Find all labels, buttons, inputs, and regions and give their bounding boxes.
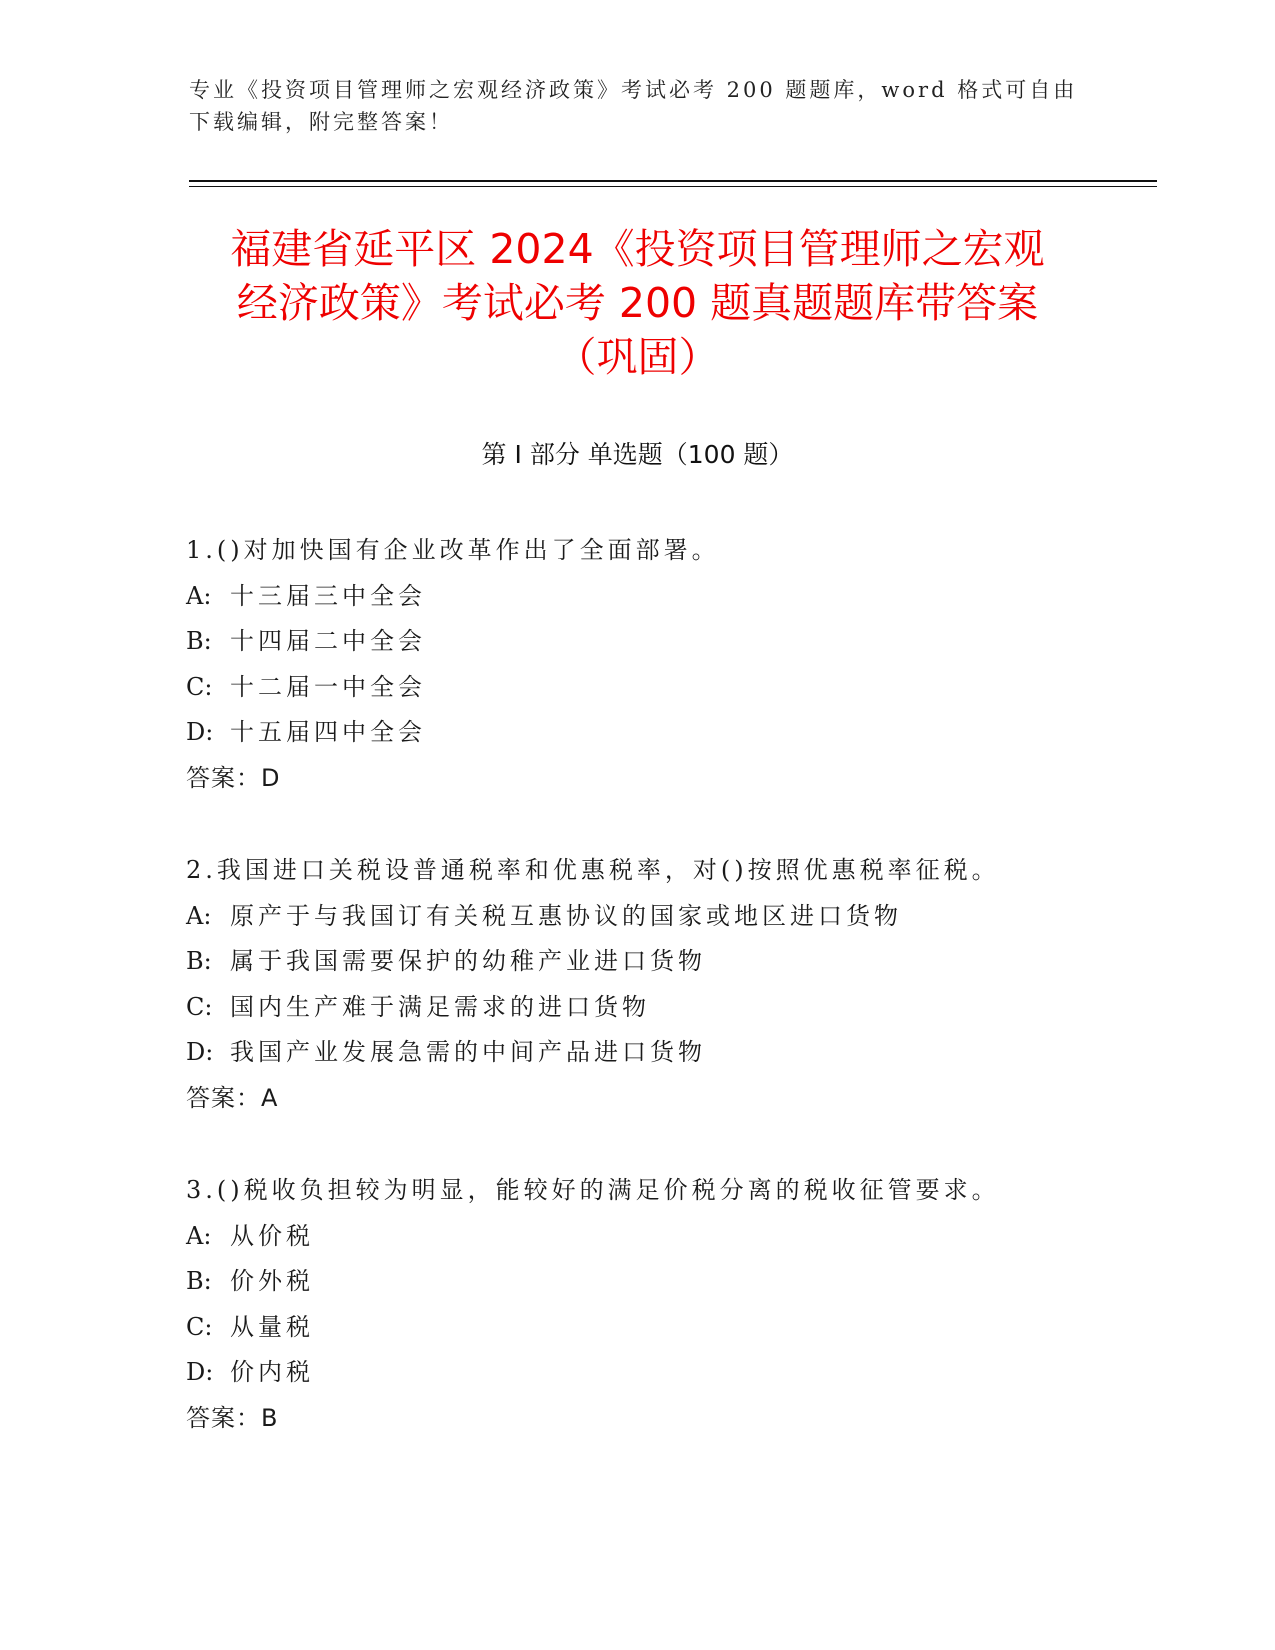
title-line-1: 福建省延平区 2024《投资项目管理师之宏观 — [230, 225, 1045, 273]
option-text: 十四届二中全会 — [230, 627, 426, 655]
option-c — [186, 985, 1186, 1031]
option-b — [186, 939, 1186, 985]
option-d — [186, 1350, 1186, 1396]
option-letter: A: — [186, 1221, 212, 1250]
question-block — [186, 848, 1186, 1121]
option-letter: A: — [186, 901, 212, 930]
option-text: 从量税 — [230, 1312, 314, 1341]
question-block — [186, 1168, 1186, 1441]
answer-line: 答案：D — [186, 763, 281, 792]
option-a — [186, 894, 1186, 940]
option-letter: B: — [186, 627, 212, 655]
option-letter: C: — [186, 992, 213, 1021]
option-text: 原产于与我国订有关税互惠协议的国家或地区进口货物 — [230, 901, 902, 930]
option-letter: B: — [186, 947, 212, 975]
option-text: 属于我国需要保护的幼稚产业进口货物 — [230, 947, 706, 975]
option-d — [186, 1030, 1186, 1076]
question-stem: 3.()税收负担较为明显，能较好的满足价税分离的税收征管要求。 — [186, 1176, 1000, 1204]
option-d — [186, 710, 1186, 756]
option-letter: D: — [186, 718, 214, 746]
title-line-3: （巩固） — [555, 333, 720, 381]
option-text: 价外税 — [230, 1267, 314, 1295]
option-text: 十二届一中全会 — [230, 672, 426, 701]
option-text: 价内税 — [230, 1358, 314, 1386]
option-letter: C: — [186, 672, 213, 701]
header-rule-thin — [189, 186, 1157, 187]
option-text: 从价税 — [230, 1221, 314, 1250]
option-text: 国内生产难于满足需求的进口货物 — [230, 992, 650, 1021]
document-title — [160, 222, 1115, 384]
option-b — [186, 619, 1186, 665]
option-c — [186, 665, 1186, 711]
option-b — [186, 1259, 1186, 1305]
option-letter: C: — [186, 1312, 213, 1341]
option-a — [186, 574, 1186, 620]
answer-line: 答案：A — [186, 1083, 279, 1112]
section-title: 第 I 部分 单选题（100 题） — [481, 440, 794, 469]
question-block — [186, 528, 1186, 801]
option-text: 十三届三中全会 — [230, 581, 426, 610]
header-note: 专业《投资项目管理师之宏观经济政策》考试必考 200 题题库，word 格式可自由下载编辑，附完整答案！ — [189, 78, 1078, 134]
question-stem: 1.()对加快国有企业改革作出了全面部署。 — [186, 536, 720, 564]
option-c — [186, 1305, 1186, 1351]
title-line-2: 经济政策》考试必考 200 题真题题库带答案 — [236, 279, 1039, 327]
option-a — [186, 1214, 1186, 1260]
option-text: 我国产业发展急需的中间产品进口货物 — [230, 1038, 706, 1066]
header-rule-thick — [189, 180, 1157, 182]
answer-line: 答案：B — [186, 1403, 279, 1432]
option-letter: D: — [186, 1358, 214, 1386]
option-letter: D: — [186, 1038, 214, 1066]
option-letter: A: — [186, 581, 212, 610]
option-letter: B: — [186, 1267, 212, 1295]
option-text: 十五届四中全会 — [230, 718, 426, 746]
question-stem: 2.我国进口关税设普通税率和优惠税率，对()按照优惠税率征税。 — [186, 856, 1000, 884]
